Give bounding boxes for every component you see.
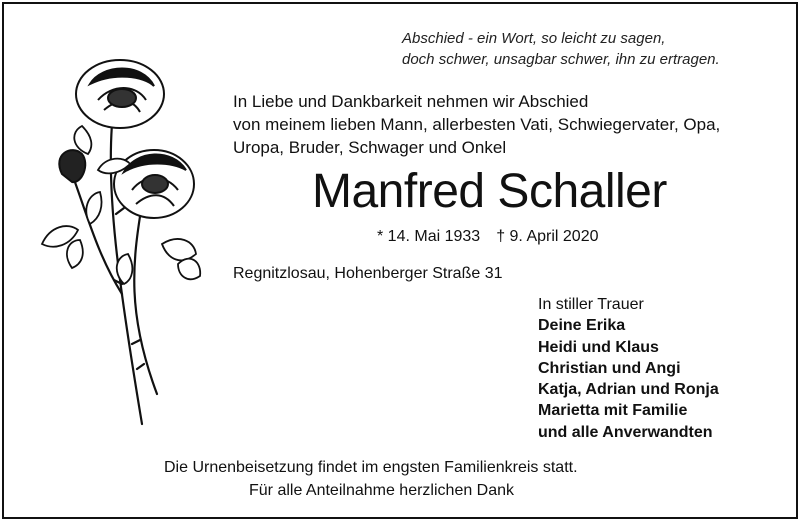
footer-line: Für alle Anteilnahme herzlichen Dank xyxy=(249,482,515,499)
quote-line: Abschied - ein Wort, so leicht zu sagen, xyxy=(402,30,666,47)
mourner-name: Heidi und Klaus xyxy=(538,338,659,356)
address: Regnitzlosau, Hohenberger Straße 31 xyxy=(233,265,503,282)
mourner-name: Katja, Adrian und Ronja xyxy=(538,381,719,399)
footer-line: Die Urnenbeisetzung findet im engsten Familienkreis statt. xyxy=(164,459,578,476)
rose-icon xyxy=(32,54,212,434)
intro-line: Uropa, Bruder, Schwager und Onkel xyxy=(233,138,507,157)
mourner-name: und alle Anverwandten xyxy=(538,423,713,441)
intro-text xyxy=(233,90,720,159)
quote xyxy=(402,28,720,70)
intro-line: von meinem lieben Mann, allerbesten Vati, Schwiegervater, Opa, xyxy=(233,115,721,134)
deceased-name: Manfred Schaller xyxy=(312,165,667,218)
mourners-list xyxy=(538,294,719,443)
mourner-name: Marietta mit Familie xyxy=(538,402,688,420)
obituary-notice xyxy=(2,2,798,519)
mourners-lead: In stiller Trauer xyxy=(538,296,644,313)
life-dates xyxy=(377,226,598,248)
mourner-name: Deine Erika xyxy=(538,317,626,335)
birth-date: * 14. Mai 1933 xyxy=(377,228,481,245)
intro-line: In Liebe und Dankbarkeit nehmen wir Abschied xyxy=(233,92,589,111)
mourner-name: Christian und Angi xyxy=(538,359,681,377)
quote-line: doch schwer, unsagbar schwer, ihn zu ertragen. xyxy=(402,51,720,68)
death-date: † 9. April 2020 xyxy=(496,228,599,245)
